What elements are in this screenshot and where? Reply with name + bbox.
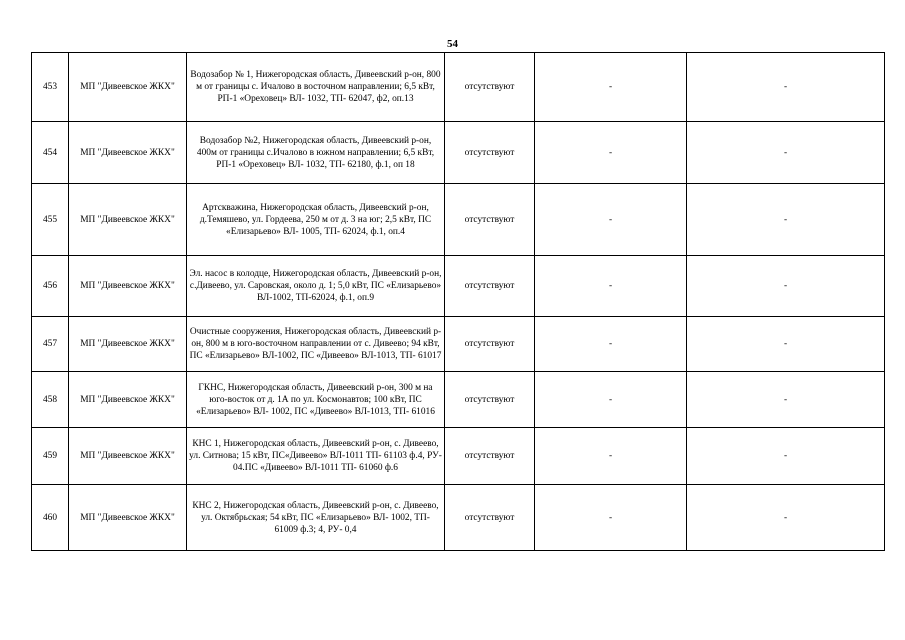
row-number: 458 xyxy=(32,372,69,428)
empty-value-cell: - xyxy=(687,122,885,184)
empty-value-cell: - xyxy=(535,53,687,122)
empty-value-cell: - xyxy=(687,184,885,256)
organization-cell: МП "Дивеевское ЖКХ" xyxy=(69,428,187,485)
table-row xyxy=(32,428,885,485)
object-description-cell: Водозабор №2, Нижегородская область, Дивеевский р-он, 400м от границы с.Ичалово в южном направлении; 6,5 кВт, РП-1 «Ореховец» ВЛ- 1032, ТП- 62180, ф.1, оп 18 xyxy=(187,122,445,184)
organization-cell: МП "Дивеевское ЖКХ" xyxy=(69,485,187,551)
object-description-cell: ГКНС, Нижегородская область, Дивеевский р-он, 300 м на юго-восток от д. 1А по ул. Космонавтов; 100 кВт, ПС «Елизарьево» ВЛ- 1002, ПС «Дивеево» ВЛ-1013, ТП- 61016 xyxy=(187,372,445,428)
status-cell: отсутствуют xyxy=(445,184,535,256)
row-number: 460 xyxy=(32,485,69,551)
organization-cell: МП "Дивеевское ЖКХ" xyxy=(69,184,187,256)
table-row xyxy=(32,317,885,372)
table-row xyxy=(32,122,885,184)
empty-value-cell: - xyxy=(535,485,687,551)
object-description-cell: Артскважина, Нижегородская область, Дивеевский р-он, д.Темяшево, ул. Гордеева, 250 м от д. 3 на юг; 2,5 кВт, ПС «Елизарьево» ВЛ- 1005, ТП- 62024, ф.1, оп.4 xyxy=(187,184,445,256)
status-cell: отсутствуют xyxy=(445,372,535,428)
row-number: 454 xyxy=(32,122,69,184)
empty-value-cell: - xyxy=(535,122,687,184)
empty-value-cell: - xyxy=(687,485,885,551)
row-number: 457 xyxy=(32,317,69,372)
table-row xyxy=(32,485,885,551)
status-cell: отсутствуют xyxy=(445,53,535,122)
status-cell: отсутствуют xyxy=(445,317,535,372)
page-number: 54 xyxy=(447,38,458,50)
empty-value-cell: - xyxy=(535,428,687,485)
empty-value-cell: - xyxy=(535,372,687,428)
empty-value-cell: - xyxy=(687,428,885,485)
status-cell: отсутствуют xyxy=(445,256,535,317)
empty-value-cell: - xyxy=(687,317,885,372)
object-description-cell: КНС 2, Нижегородская область, Дивеевский р-он, с. Дивеево, ул. Октябрьская; 54 кВт, ПС «Елизарьево» ВЛ- 1002, ТП- 61009 ф.3; 4, РУ- 0,4 xyxy=(187,485,445,551)
object-description-cell: Очистные сооружения, Нижегородская область, Дивеевский р-он, 800 м в юго-восточном направлении от с. Дивеево; 94 кВт, ПС «Елизарьево» ВЛ-1002, ПС «Дивеево» ВЛ-1013, ТП- 61017 xyxy=(187,317,445,372)
status-cell: отсутствуют xyxy=(445,428,535,485)
empty-value-cell: - xyxy=(535,317,687,372)
row-number: 453 xyxy=(32,53,69,122)
empty-value-cell: - xyxy=(687,256,885,317)
object-description-cell: Водозабор № 1, Нижегородская область, Дивеевский р-он, 800 м от границы с. Ичалово в восточном направлении; 6,5 кВт, РП-1 «Ореховец» ВЛ- 1032, ТП- 62047, ф2, оп.13 xyxy=(187,53,445,122)
empty-value-cell: - xyxy=(535,256,687,317)
table-row xyxy=(32,256,885,317)
status-cell: отсутствуют xyxy=(445,122,535,184)
organization-cell: МП "Дивеевское ЖКХ" xyxy=(69,53,187,122)
object-description-cell: Эл. насос в колодце, Нижегородская область, Дивеевский р-он, с.Дивеево, ул. Саровская, около д. 1; 5,0 кВт, ПС «Елизарьево» ВЛ-1002, ТП-62024, ф.1, оп.9 xyxy=(187,256,445,317)
row-number: 459 xyxy=(32,428,69,485)
organization-cell: МП "Дивеевское ЖКХ" xyxy=(69,256,187,317)
status-cell: отсутствуют xyxy=(445,485,535,551)
table-row xyxy=(32,372,885,428)
row-number: 455 xyxy=(32,184,69,256)
table-row xyxy=(32,184,885,256)
row-number: 456 xyxy=(32,256,69,317)
empty-value-cell: - xyxy=(687,372,885,428)
empty-value-cell: - xyxy=(687,53,885,122)
empty-value-cell: - xyxy=(535,184,687,256)
organization-cell: МП "Дивеевское ЖКХ" xyxy=(69,372,187,428)
organization-cell: МП "Дивеевское ЖКХ" xyxy=(69,122,187,184)
organization-cell: МП "Дивеевское ЖКХ" xyxy=(69,317,187,372)
object-description-cell: КНС 1, Нижегородская область, Дивеевский р-он, с. Дивеево, ул. Ситнова; 15 кВт, ПС«Дивеево» ВЛ-1011 ТП- 61103 ф.4, РУ- 04.ПС «Дивеево» ВЛ-1011 ТП- 61060 ф.6 xyxy=(187,428,445,485)
registry-table xyxy=(31,52,885,551)
table-row xyxy=(32,53,885,122)
